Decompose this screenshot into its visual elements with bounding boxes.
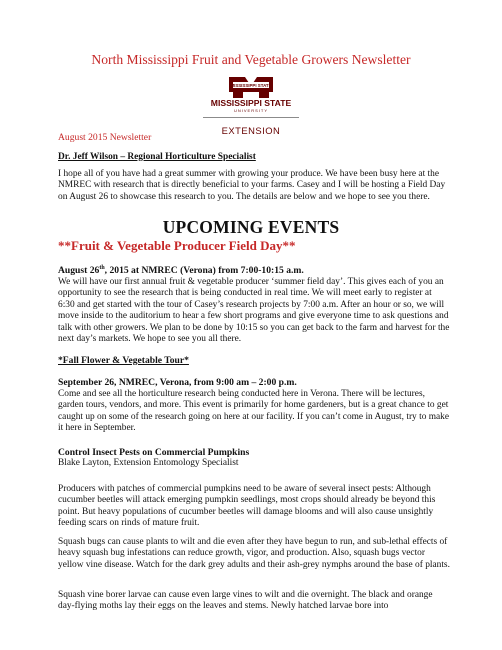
- edition-date: August 2015 Newsletter: [58, 132, 152, 143]
- field-day-date: [58, 265, 304, 276]
- field-day-date-a: August 26: [58, 265, 100, 277]
- pests-paragraph-3: Squash vine borer larvae can cause even large vines to wilt and die overnight. The black and orange day-flying moths lay their eggs on the leaves and stems. Newly hatched larvae bore into: [58, 590, 433, 612]
- tour-description: Come and see all the horticulture research being conducted here in Verona. There will be lectures, garden tours, vendors, and more. This event is primarily for home gardeners, but is a great chance to get caught up on some of the research going on here at our facility. If you can’t come in August, try to make it here in September.: [58, 389, 450, 434]
- pests-paragraph-2: Squash bugs can cause plants to wilt and die even after they have begun to run, and sub-lethal effects of heavy squash bug infestations can reduce growth, vigor, and production. Also, squash bugs vector yellow vine disease. Watch for the dark grey adults and their ash-grey nymphs around the base of plants.: [58, 537, 450, 570]
- logo-extension-word: EXTENSION: [221, 125, 281, 136]
- field-day-date-sup: th: [99, 265, 105, 271]
- intro-paragraph: I hope all of you have had a great summer with growing your produce. We have been busy here at the NMREC with research that is directly beneficial to your farms. Casey and I will be hosting a Field Day on August 26 to showcase this research to you. The details are below and we hope to see you there.: [58, 169, 446, 202]
- field-day-title: **Fruit & Vegetable Producer Field Day**: [58, 238, 296, 253]
- logo-university-name: MISSISSIPPI STATE: [210, 98, 292, 108]
- msu-extension-logo: [203, 76, 299, 140]
- tour-date: September 26, NMREC, Verona, from 9:00 am – 2:00 p.m.: [58, 377, 297, 388]
- logo-divider: [203, 117, 299, 118]
- field-day-date-b: , 2015 at NMREC (Verona) from 7:00-10:15 a.m.: [104, 265, 304, 277]
- pests-article-title: Control Insect Pests on Commercial Pumpkins: [58, 447, 250, 458]
- author-line: Dr. Jeff Wilson – Regional Horticulture Specialist: [58, 152, 256, 162]
- pests-paragraph-1: Producers with patches of commercial pumpkins need to be aware of several insect pests: Although cucumber beetles will attack emerging pumpkin seedlings, most crops should already be beyond this point. But heavy populations of cucumber beetles will damage blooms and will also cause unsightly feeding scars on rinds of mature fruit.: [58, 484, 436, 529]
- field-day-description: We will have our first annual fruit & vegetable producer ‘summer field day’. This gives each of you an opportunity to see the research that is being conducted in real time. We will meet early to register at 6:30 and get started with the tour of Casey’s research projects by 7:00 a.m. After an hour or so, we will move inside to the auditorium to hear a few short programs and give everyone time to ask questions and talk with other growers. We plan to be done by 10:15 so you can get back to the farm and harvest for the next day’s markets. We hope to see you all there.: [58, 277, 450, 345]
- logo-emblem-text: MISSISSIPPI STATE: [230, 83, 272, 88]
- tour-title: *Fall Flower & Vegetable Tour*: [58, 355, 189, 366]
- pests-article-author: Blake Layton, Extension Entomology Specialist: [58, 458, 239, 468]
- upcoming-events-heading: UPCOMING EVENTS: [162, 217, 340, 237]
- logo-university-word: UNIVERSITY: [233, 108, 269, 113]
- newsletter-title: North Mississippi Fruit and Vegetable Growers Newsletter: [91, 52, 411, 67]
